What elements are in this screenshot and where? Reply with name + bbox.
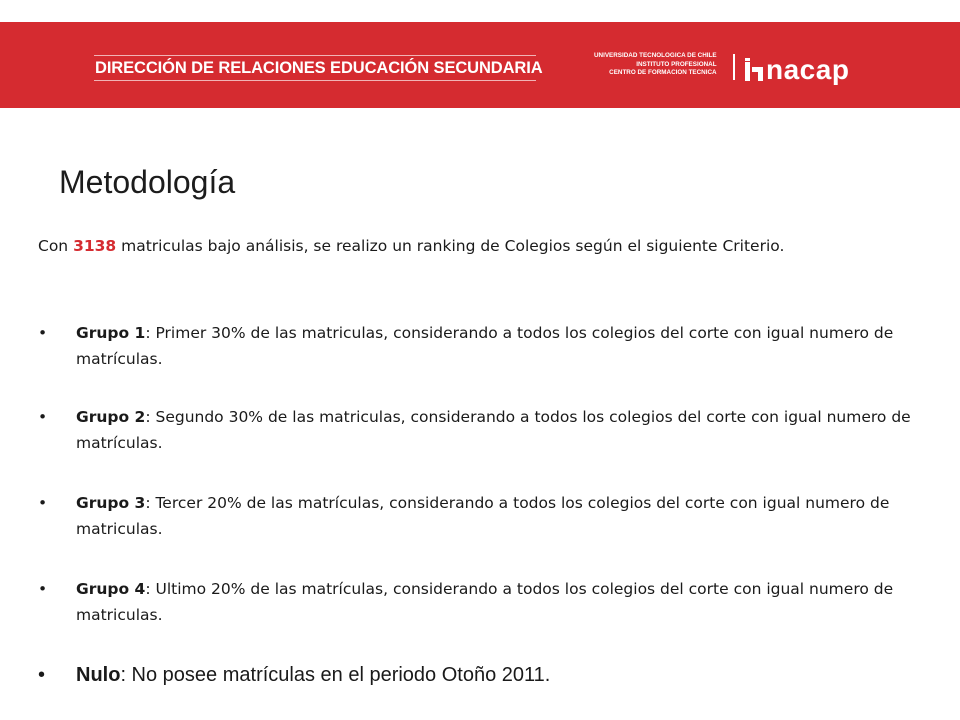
- institution-line: INSTITUTO PROFESIONAL: [636, 60, 717, 68]
- bullet-dot: •: [38, 494, 48, 512]
- bullet-description: : Tercer 20% de las matrículas, considerando a todos los colegios del corte con igual numero de matriculas.: [76, 494, 890, 538]
- header-banner: [0, 22, 960, 108]
- bullet-dot: •: [38, 324, 48, 342]
- bullet-text: [76, 404, 926, 456]
- bullet-text: [76, 576, 926, 628]
- bullet-label: Grupo 2: [76, 408, 146, 426]
- banner-rule-bottom: [94, 80, 536, 81]
- bullet-label: Grupo 4: [76, 580, 146, 598]
- logo-wordmark: nacap: [766, 54, 850, 85]
- intro-prefix: Con: [38, 237, 74, 255]
- bullet-text: [76, 662, 916, 688]
- intro-paragraph: [38, 233, 918, 259]
- slide-title: Metodología: [59, 164, 236, 200]
- logo-divider: [733, 54, 735, 80]
- bullet-text: [76, 490, 926, 542]
- bullet-text: [76, 320, 926, 372]
- inacap-logo: [744, 55, 849, 85]
- bullet-description: : No posee matrículas en el periodo Otoño 2011.: [120, 664, 551, 686]
- bullet-description: : Ultimo 20% de las matrículas, considerando a todos los colegios del corte con igual numero de matriculas.: [76, 580, 894, 624]
- institution-line: CENTRO DE FORMACION TECNICA: [609, 69, 717, 76]
- bullet-description: : Primer 30% de las matriculas, considerando a todos los colegios del corte con igual numero de matrículas.: [76, 324, 894, 368]
- bullet-dot: •: [38, 408, 48, 426]
- inacap-logo-icon: [744, 58, 764, 82]
- bullet-label: Nulo: [76, 664, 121, 686]
- banner-rule-top: [94, 55, 536, 56]
- institution-line: UNIVERSIDAD TECNOLOGICA DE CHILE: [594, 52, 717, 59]
- bullet-dot: •: [38, 664, 46, 686]
- bullet-dot: •: [38, 580, 48, 598]
- bullet-description: : Segundo 30% de las matriculas, considerando a todos los colegios del corte con igual numero de matrículas.: [76, 408, 911, 452]
- institution-names: [594, 52, 717, 78]
- enrollment-count: 3138: [73, 237, 117, 255]
- bullet-label: Grupo 3: [76, 494, 146, 512]
- bullet-label: Grupo 1: [76, 324, 146, 342]
- department-title: DIRECCIÓN DE RELACIONES EDUCACIÓN SECUNDARIA: [95, 59, 543, 77]
- intro-suffix: matriculas bajo análisis, se realizo un ranking de Colegios según el siguiente Criterio.: [116, 237, 785, 255]
